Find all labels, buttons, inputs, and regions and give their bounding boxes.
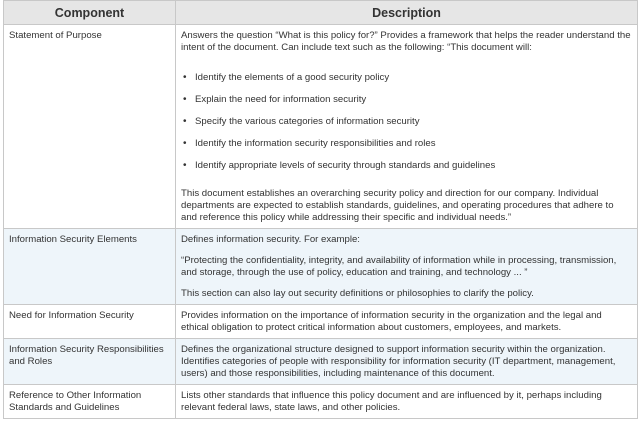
component-cell: Reference to Other Information Standards and Guidelines xyxy=(4,385,176,419)
purpose-intro: Answers the question “What is this policy for?” Provides a framework that helps the reader understand the intent of the document. Can include text such as the following: “This document will: xyxy=(181,30,631,53)
list-item: • Specify the various categories of information security xyxy=(195,116,632,128)
elements-quote: “Protecting the confidentiality, integrity, and availability of information while in processing, transmission, and storage, through the use of policy, education and training, and technology ... ” xyxy=(181,255,617,278)
table-header-row xyxy=(4,1,638,25)
description-cell: Lists other standards that influence this policy document and are influenced by it, perhaps including relevant federal laws, state laws, and other policies. xyxy=(176,385,638,419)
description-cell: Defines the organizational structure designed to support information security within the organization. Identifies categories of people with responsibility for information security (IT department, management, users) and those responsibilities, including maintenance of this document. xyxy=(176,339,638,385)
policy-components-table xyxy=(3,0,638,419)
table-row xyxy=(4,339,638,385)
purpose-closing: This document establishes an overarching security policy and direction for our company. Individual departments are expected to establish standards, guidelines, and operating procedures that adhere to and reference this policy while addressing their specific and individual needs.” xyxy=(181,188,614,223)
elements-note: This section can also lay out security definitions or philosophies to clarify the policy. xyxy=(181,288,534,299)
list-item: • Identify the elements of a good security policy xyxy=(195,72,632,84)
list-item: • Explain the need for information security xyxy=(195,94,632,106)
component-cell: Statement of Purpose xyxy=(4,25,176,229)
description-cell: Provides information on the importance of information security in the organization and the legal and ethical obligation to protect critical information about customers, employees, and markets. xyxy=(176,305,638,339)
component-cell: Information Security Elements xyxy=(4,229,176,305)
description-cell xyxy=(176,25,638,229)
table-row xyxy=(4,385,638,419)
header-description: Description xyxy=(176,1,638,25)
purpose-bullet-list xyxy=(181,72,632,172)
component-cell: Information Security Responsibilities and Roles xyxy=(4,339,176,385)
elements-intro: Defines information security. For example: xyxy=(181,234,360,245)
list-item: • Identify the information security responsibilities and roles xyxy=(195,138,632,150)
table-row xyxy=(4,229,638,305)
table-row xyxy=(4,305,638,339)
description-cell xyxy=(176,229,638,305)
header-component: Component xyxy=(4,1,176,25)
component-cell: Need for Information Security xyxy=(4,305,176,339)
table-row xyxy=(4,25,638,229)
list-item: • Identify appropriate levels of security through standards and guidelines xyxy=(195,160,632,172)
